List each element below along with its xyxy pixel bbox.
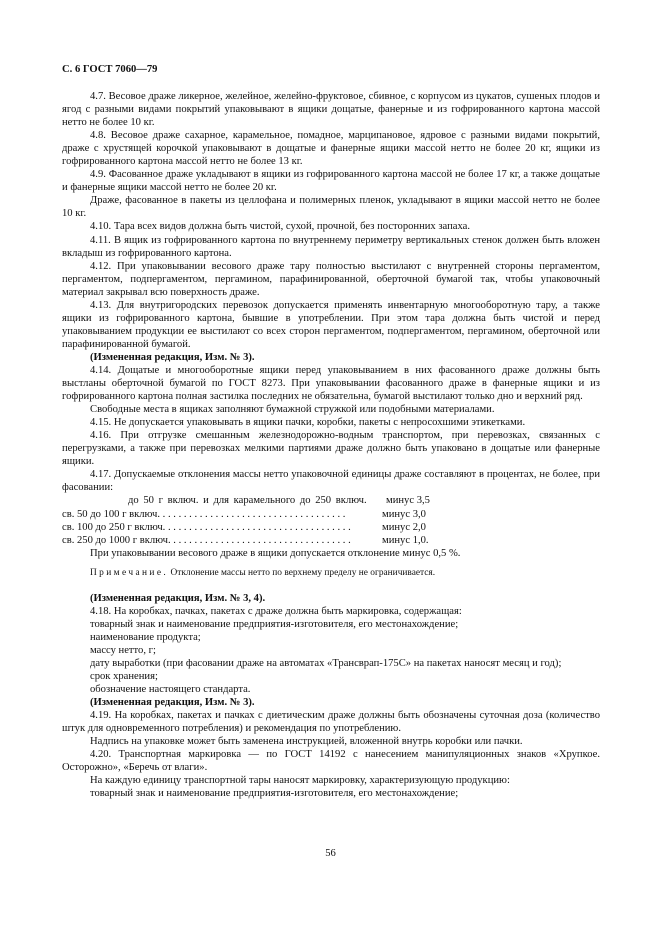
paragraph-4-11: 4.11. В ящик из гофрированного картона по внутреннему периметру вертикальных стенок должен быть вложен вкладыш из гофрированного картона.	[62, 234, 600, 259]
marking-item: товарный знак и наименование предприятия-изготовителя, его местонахождение;	[90, 788, 459, 800]
tolerance-value: минус 1,0.	[382, 534, 429, 546]
paragraph-4-19: 4.19. На коробках, пакетах и пачках с диетическим драже должны быть обозначены суточная доза (количество штук для одновременного потребления) и рекомендация по употреблению.	[62, 710, 600, 735]
note-text: Отклонение массы нетто по верхнему пределу не ограничивается.	[170, 567, 436, 578]
paragraph-4-16: 4.16. При отгрузке смешанным железнодорожно-водным транспортом, при перевозках, связанных с перегрузками, а также при перевозках мелкими партиями драже должно быть упаковано в дощатые или фанерные ящики.	[62, 430, 600, 468]
paragraph-4-20-cont: На каждую единицу транспортной тары наносят маркировку, характеризующую продукцию:	[90, 775, 510, 787]
tolerance-label: св. 250 до 1000 г включ. . . . . . . . . . . . . . . . . . . . . . . . . . . . . . . . . . .	[62, 534, 351, 546]
paragraph-4-9-cont: Драже, фасованное в пакеты из целлофана и полимерных пленок, укладывают в ящики массой нетто не более 10 кг.	[62, 195, 600, 220]
marking-item: дату выработки (при фасовании драже на автоматах «Трансврап-175С» на пакетах наносят месяц и год);	[90, 657, 562, 669]
document-body	[62, 90, 600, 800]
marking-item: массу нетто, г;	[90, 644, 156, 656]
amendment-note: (Измененная редакция, Изм. № 3).	[90, 697, 255, 709]
paragraph-4-18: 4.18. На коробках, пачках, пакетах с драже должна быть маркировка, содержащая:	[90, 605, 462, 617]
tolerance-row	[62, 508, 600, 521]
amendment-note: (Измененная редакция, Изм. № 3, 4).	[90, 592, 266, 604]
marking-item: срок хранения;	[90, 671, 158, 683]
tolerance-label: св. 100 до 250 г включ. . . . . . . . . . . . . . . . . . . . . . . . . . . . . . . . . . . .	[62, 521, 351, 533]
paragraph-4-17: 4.17. Допускаемые отклонения массы нетто упаковочной единицы драже составляют в процентах, не более, при фасовании:	[62, 469, 600, 494]
paragraph-4-7: 4.7. Весовое драже ликерное, желейное, желейно-фруктовое, сбивное, с корпусом из цукатов, сушеных плодов и ягод с разными видами покрытий упаковывают в ящики дощатые, фанерные и из гофрированного картона массой нетто не более 10 кг.	[62, 91, 600, 129]
tolerance-label: св. 50 до 100 г включ. . . . . . . . . . . . . . . . . . . . . . . . . . . . . . . . . . . .	[62, 508, 346, 520]
paragraph-4-19-cont: Надпись на упаковке может быть заменена инструкцией, вложенной внутрь коробки или пачки.	[90, 736, 523, 748]
amendment-note: (Измененная редакция, Изм. № 3).	[90, 351, 255, 363]
page-header: С. 6 ГОСТ 7060—79	[62, 64, 158, 75]
tolerance-table	[62, 494, 600, 546]
marking-item: обозначение настоящего стандарта.	[90, 684, 251, 696]
paragraph-4-10: 4.10. Тара всех видов должна быть чистой, сухой, прочной, без посторонних запаха.	[90, 221, 470, 233]
paragraph-4-17-cont: При упаковывании весового драже в ящики допускается отклонение минус 0,5 %.	[90, 547, 461, 559]
tolerance-row	[62, 494, 600, 507]
marking-item: товарный знак и наименование предприятия-изготовителя, его местонахождение;	[90, 618, 459, 630]
note	[62, 567, 600, 580]
paragraph-4-20: 4.20. Транспортная маркировка — по ГОСТ 14192 с нанесением манипуляционных знаков «Хрупкое. Осторожно», «Беречь от влаги».	[62, 749, 600, 774]
page-number: 56	[325, 848, 336, 859]
tolerance-value: минус 3,0	[382, 508, 426, 520]
tolerance-row	[62, 521, 600, 534]
paragraph-4-8: 4.8. Весовое драже сахарное, карамельное, помадное, марципановое, ядровое с разными видами покрытий, драже с хрустящей корочкой упаковывают в дощатые и фанерные ящики массой нетто не более 20 кг, ящики из гофрированного картона массой нетто не более 13 кг.	[62, 130, 600, 168]
tolerance-value: минус 3,5	[386, 495, 430, 507]
paragraph-4-9: 4.9. Фасованное драже укладывают в ящики из гофрированного картона массой не более 17 кг, а также дощатые и фанерные ящики массой нетто не более 20 кг.	[62, 169, 600, 194]
note-label: Примечание.	[90, 567, 169, 578]
paragraph-4-13: 4.13. Для внутригородских перевозок допускается применять инвентарную многооборотную тару, а также ящики из гофрированного картона, бывшие в употреблении. При этом тара должна быть чистой и перед упаковыванием продукции ее выстилают со всех сторон пергаментом, подпергаментом, пергамином, оберточной или парафинированной бумагой.	[62, 299, 600, 350]
paragraph-4-14: 4.14. Дощатые и многооборотные ящики перед упаковыванием в них фасованного драже должны быть выстланы оберточной бумагой по ГОСТ 8273. При упаковывании фасованного драже в фанерные ящики и из гофрированного картона полная застилка последних не обязательна, бумагой выстилают только дно и верхний ряд.	[62, 364, 600, 403]
paragraph-4-15: 4.15. Не допускается упаковывать в ящики пачки, коробки, пакеты с непросохшими этикетками.	[90, 417, 526, 429]
marking-item: наименование продукта;	[90, 631, 201, 643]
tolerance-label: до 50 г включ. и для карамельного до 250 включ.	[128, 495, 367, 507]
tolerance-value: минус 2,0	[382, 521, 426, 533]
tolerance-row	[62, 534, 600, 547]
paragraph-4-14-cont: Свободные места в ящиках заполняют бумажной стружкой или подобными материалами.	[90, 404, 495, 416]
paragraph-4-12: 4.12. При упаковывании весового драже тару полностью выстилают с внутренней стороны пергаментом, пергаментом, подпергаментом, пергамином, парафинированной, оберточной бумагой так, чтобы упаковочный материал закрывал всю поверхность драже.	[62, 260, 600, 298]
